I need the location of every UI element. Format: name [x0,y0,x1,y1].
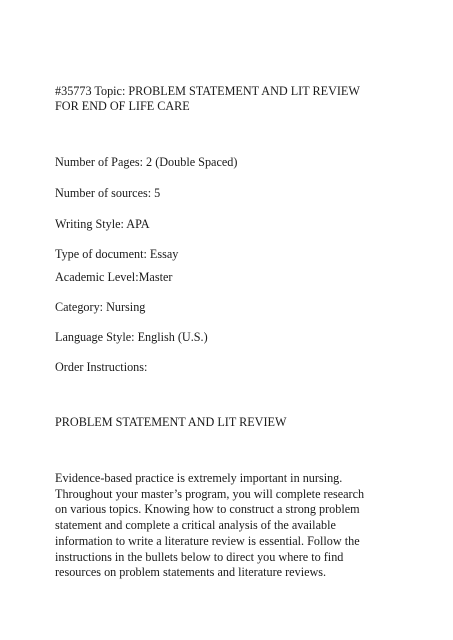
body-line: on various topics. Knowing how to construct a strong problem [55,502,360,517]
detail-sources: Number of sources: 5 [55,186,161,200]
detail-academic-level: Academic Level:Master [55,270,173,284]
detail-pages: Number of Pages: 2 (Double Spaced) [55,155,238,169]
title-line-2: FOR END OF LIFE CARE [55,99,190,113]
detail-document-type: Type of document: Essay [55,247,179,261]
detail-category: Category: Nursing [55,300,146,314]
section-heading: PROBLEM STATEMENT AND LIT REVIEW [55,415,287,429]
body-paragraph [55,471,364,581]
body-line: Throughout your master’s program, you will complete research [55,486,365,501]
detail-order-instructions: Order Instructions: [55,360,148,374]
detail-writing-style: Writing Style: APA [55,217,150,231]
body-line: instructions in the bullets below to direct you where to find [55,549,344,564]
body-line: resources on problem statements and literature reviews. [55,565,327,580]
title-line-1: #35773 Topic: PROBLEM STATEMENT AND LIT REVIEW [55,84,360,98]
body-line: Evidence-based practice is extremely important in nursing. [55,471,343,485]
body-line: statement and complete a critical analysis of the available [55,518,336,533]
body-line: information to write a literature review is essential. Follow the [55,533,360,548]
detail-language-style: Language Style: English (U.S.) [55,330,208,344]
